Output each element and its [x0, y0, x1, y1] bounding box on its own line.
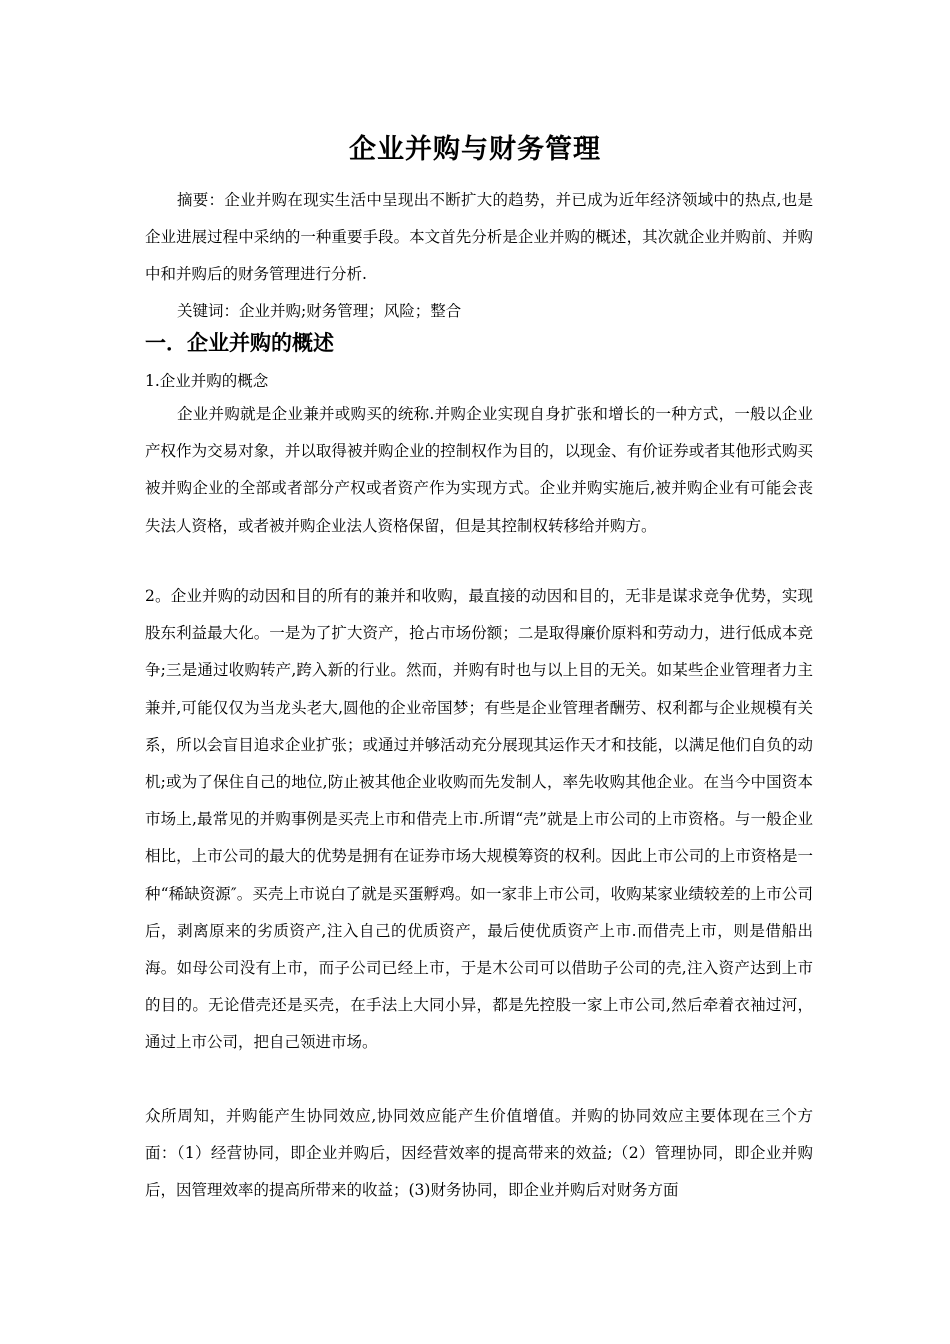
section-heading: 一．企业并购的概述: [145, 331, 334, 355]
body-paragraph-motives: 2。企业并购的动因和目的所有的兼并和收购，最直接的动因和目的，无非是谋求竞争优势，实现股东利益最大化。一是为了扩大资产，抢占市场份额；二是取得廉价原料和劳动力，进行低成本竞争;三是通过收购转产,跨入新的行业。然而，并购有时也与以上目的无关。如某些企业管理者力主兼并,可能仅仅为当龙头老大,圆他的企业帝国梦；有些是企业管理者酬劳、权利都与企业规模有关系，所以会盲目追求企业扩张；或通过并够活动充分展现其运作天才和技能，以满足他们自负的动机;或为了保住自己的地位,防止被其他企业收购而先发制人，率先收购其他企业。在当今中国资本市场上,最常见的并购事例是买壳上市和借壳上市.所谓“壳”就是上市公司的上市资格。与一般企业相比，上市公司的最大的优势是拥有在证券市场大规模筹资的权利。因此上市公司的上市资格是一种“稀缺资源″。买壳上市说白了就是买蛋孵鸡。如一家非上市公司，收购某家业绩较差的上市公司后，剥离原来的劣质资产,注入自己的优质资产，最后使优质资产上市.而借壳上市，则是借船出海。如母公司没有上市，而子公司已经上市，于是木公司可以借助子公司的壳,注入资产达到上市的目的。无论借壳还是买壳，在手法上大同小异，都是先控股一家上市公司,然后牵着衣袖过河，通过上市公司，把自己领进市场。: [145, 587, 813, 1052]
subsection-heading: 1.企业并购的概念: [145, 372, 269, 390]
keywords-line: 关键词：企业并购;财务管理；风险；整合: [177, 302, 462, 320]
body-paragraph-synergy: 众所周知，并购能产生协同效应,协同效应能产生价值增值。并购的协同效应主要体现在三个方面：（1）经营协同，即企业并购后，因经营效率的提高带来的效益;（2）管理协同，即企业并购后，因管理效率的提高所带来的收益；(3)财务协同，即企业并购后对财务方面: [145, 1107, 813, 1200]
abstract-paragraph: 摘要：企业并购在现实生活中呈现出不断扩大的趋势，并已成为近年经济领域中的热点,也是企业进展过程中采纳的一种重要手段。本文首先分析是企业并购的概述，其次就企业并购前、并购中和并购后的财务管理进行分析.: [145, 191, 813, 284]
document-title: 企业并购与财务管理: [349, 134, 601, 165]
body-paragraph-concept: 企业并购就是企业兼并或购买的统称.并购企业实现自身扩张和增长的一种方式，一般以企业产权作为交易对象，并以取得被并购企业的控制权作为目的，以现金、有价证券或者其他形式购买被并购企业的全部或者部分产权或者资产作为实现方式。企业并购实施后,被并购企业有可能会丧失法人资格，或者被并购企业法人资格保留，但是其控制权转移给并购方。: [145, 405, 813, 535]
